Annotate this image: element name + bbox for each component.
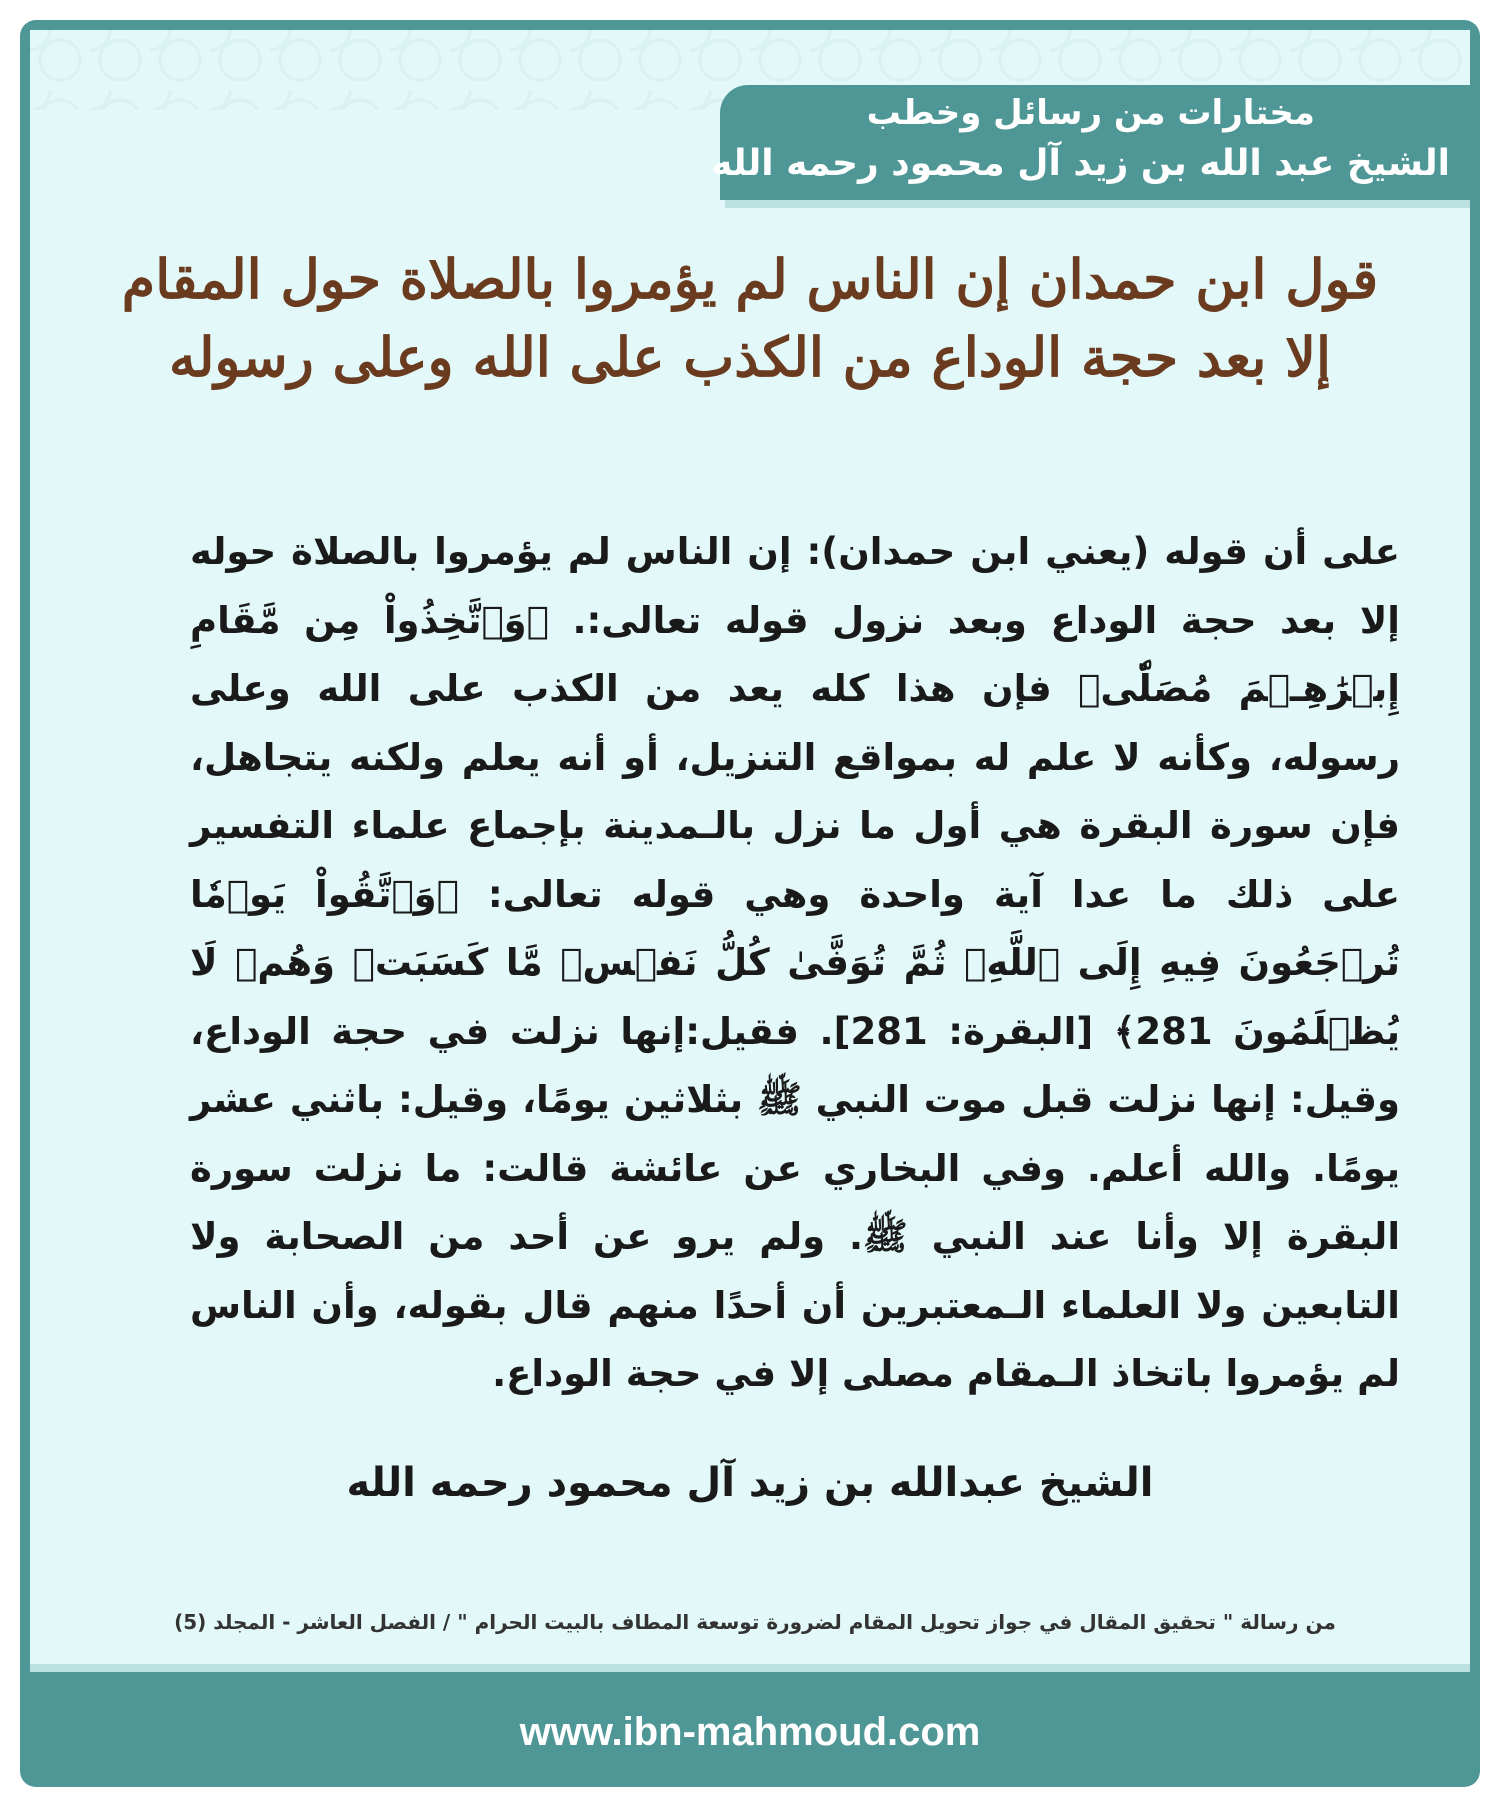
page-frame bbox=[20, 20, 1480, 1787]
header-series-title: مختارات من رسائل وخطب bbox=[866, 93, 1315, 133]
article-title: قول ابن حمدان إن الناس لم يؤمروا بالصلاة حول المقام إلا بعد حجة الوداع من الكذب على الله وعلى رسوله bbox=[121, 247, 1379, 389]
header-underline bbox=[725, 200, 1470, 208]
header-banner bbox=[711, 85, 1470, 200]
source-citation: من رسالة " تحقيق المقال في جواز تحويل المقام لضرورة توسعة المطاف بالبيت الحرام " / الفصل العاشر - المجلد (5) bbox=[174, 1610, 1336, 1634]
website-link[interactable]: www.ibn-mahmoud.com bbox=[519, 1710, 981, 1754]
content-card bbox=[30, 30, 1470, 1672]
card-bottom-strip bbox=[30, 1664, 1470, 1672]
author-signature: الشيخ عبدالله بن زيد آل محمود رحمه الله bbox=[346, 1460, 1154, 1506]
header-author-name: الشيخ عبد الله بن زيد آل محمود رحمه الله bbox=[711, 143, 1450, 184]
article-body: على أن قوله (يعني ابن حمدان): إن الناس لم يؤمروا بالصلاة حوله إلا بعد حجة الوداع وبعد نزول قوله تعالى:. ﴿وَٱتَّخِذُواْ مِن مَّقَامِ إِبۡرَٰهِـۧمَ مُصَلّٗى﴾ فإن هذا كله يعد من الكذب على الله وعلى رسوله، وكأنه لا علم له بمواقع التنزيل، أو أنه يعلم ولكنه يتجاهل، فإن سورة البقرة هي أول ما نزل بالـمدينة بإجماع علماء التفسير على ذلك ما عدا آية واحدة وهي قوله تعالى: ﴿وَٱتَّقُواْ يَوۡمٗا تُرۡجَعُونَ فِيهِ إِلَى ٱللَّهِۖ ثُمَّ تُوَفَّىٰ كُلُّ نَفۡسٖ مَّا كَسَبَتۡ وَهُمۡ لَا يُظۡلَمُونَ 281﴾ [البقرة: 281]. فقيل:إنها نزلت في حجة الوداع، وقيل: إنها نزلت قبل موت النبي ﷺ بثلاثين يومًا، وقيل: باثني عشر يومًا. والله أعلم. وفي البخاري عن عائشة قالت: ما نزلت سورة البقرة إلا وأنا عند النبي ﷺ. ولم يرو عن أحد من الصحابة ولا التابعين ولا العلماء الـمعتبرين أن أحدًا منهم قال بقوله، وأن الناس لم يؤمروا باتخاذ الـمقام مصلى إلا في حجة الوداع. bbox=[190, 530, 1400, 1395]
